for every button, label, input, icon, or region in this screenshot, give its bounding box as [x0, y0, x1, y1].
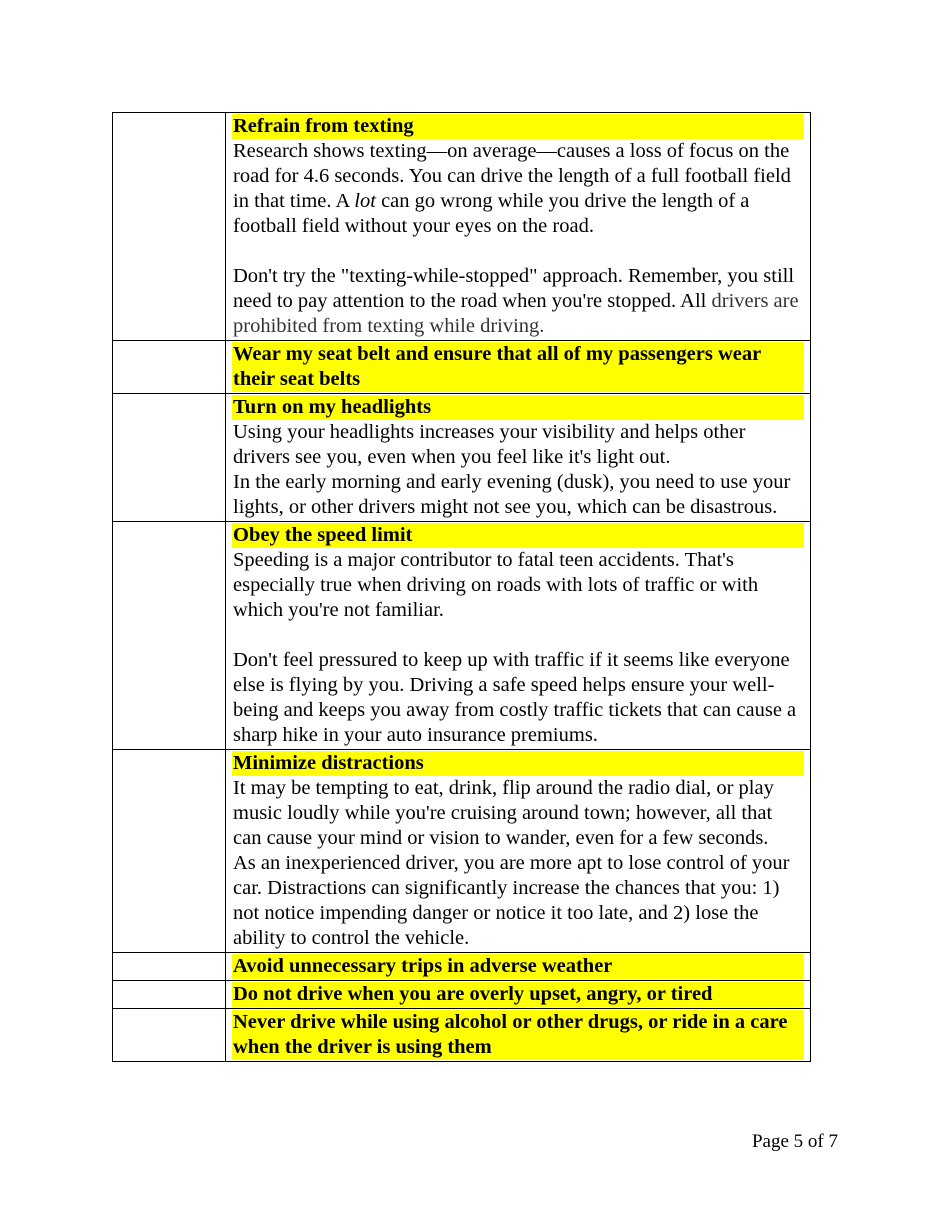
page-number: Page 5 of 7: [751, 1131, 838, 1152]
row-content-cell: [226, 341, 811, 394]
row-content-cell: [226, 953, 811, 981]
row-content-cell: [226, 981, 811, 1009]
tip-heading: Turn on my headlights: [232, 395, 804, 420]
tip-paragraph: In the early morning and early evening (dusk), you need to use your lights, or other drivers might not see you, which can be disastrous.: [233, 471, 791, 518]
tip-paragraph: Speeding is a major contributor to fatal teen accidents. That's especially true when driving on roads with lots of traffic or with which you're not familiar.: [233, 549, 759, 621]
tips-table: [112, 112, 811, 1062]
tip-heading: Avoid unnecessary trips in adverse weather: [232, 954, 804, 979]
row-content-cell: [226, 522, 811, 750]
tip-heading: Obey the speed limit: [232, 523, 804, 548]
table-row: [113, 953, 811, 981]
row-label-cell: [113, 953, 226, 981]
row-content-cell: [226, 750, 811, 953]
row-content-cell: [226, 113, 811, 341]
tip-heading: Refrain from texting: [232, 114, 804, 139]
table-row: [113, 522, 811, 750]
tip-paragraph: As an inexperienced driver, you are more apt to lose control of your car. Distractions can significantly increase the chances that you: 1) not notice impending danger or notice it too late, and 2) lose the ability to control the vehicle.: [233, 852, 790, 949]
table-row: [113, 750, 811, 953]
row-label-cell: [113, 113, 226, 341]
tip-heading: Do not drive when you are overly upset, angry, or tired: [232, 982, 804, 1007]
row-label-cell: [113, 981, 226, 1009]
table-row: [113, 981, 811, 1009]
tip-paragraph: Research shows texting—on average—causes a loss of focus on the road for 4.6 seconds. You can drive the length of a full football field in that time. A lot can go wrong while you drive the length of a football field without your eyes on the road.: [233, 140, 791, 237]
tip-heading: Minimize distractions: [232, 751, 804, 776]
row-label-cell: [113, 1009, 226, 1062]
row-label-cell: [113, 750, 226, 953]
tip-paragraph: Don't feel pressured to keep up with traffic if it seems like everyone else is flying by you. Driving a safe speed helps ensure your well-being and keeps you away from costly traffic tickets that can cause a sharp hike in your auto insurance premiums.: [233, 649, 797, 746]
row-label-cell: [113, 522, 226, 750]
row-label-cell: [113, 394, 226, 522]
tip-heading: Wear my seat belt and ensure that all of my passengers wear their seat belts: [232, 342, 804, 392]
table-row: [113, 1009, 811, 1062]
table-row: [113, 394, 811, 522]
row-content-cell: [226, 1009, 811, 1062]
table-row: [113, 113, 811, 341]
table-row: [113, 341, 811, 394]
tip-heading: Never drive while using alcohol or other drugs, or ride in a care when the driver is using them: [232, 1010, 804, 1060]
row-label-cell: [113, 341, 226, 394]
tip-paragraph: Using your headlights increases your visibility and helps other drivers see you, even when you feel like it's light out.: [233, 421, 746, 468]
tip-paragraph: It may be tempting to eat, drink, flip around the radio dial, or play music loudly while you're cruising around town; however, all that can cause your mind or vision to wander, even for a few seconds.: [233, 777, 774, 849]
tip-paragraph: Don't try the "texting-while-stopped" approach. Remember, you still need to pay attention to the road when you're stopped. All drivers are prohibited from texting while driving.: [233, 265, 799, 337]
row-content-cell: [226, 394, 811, 522]
